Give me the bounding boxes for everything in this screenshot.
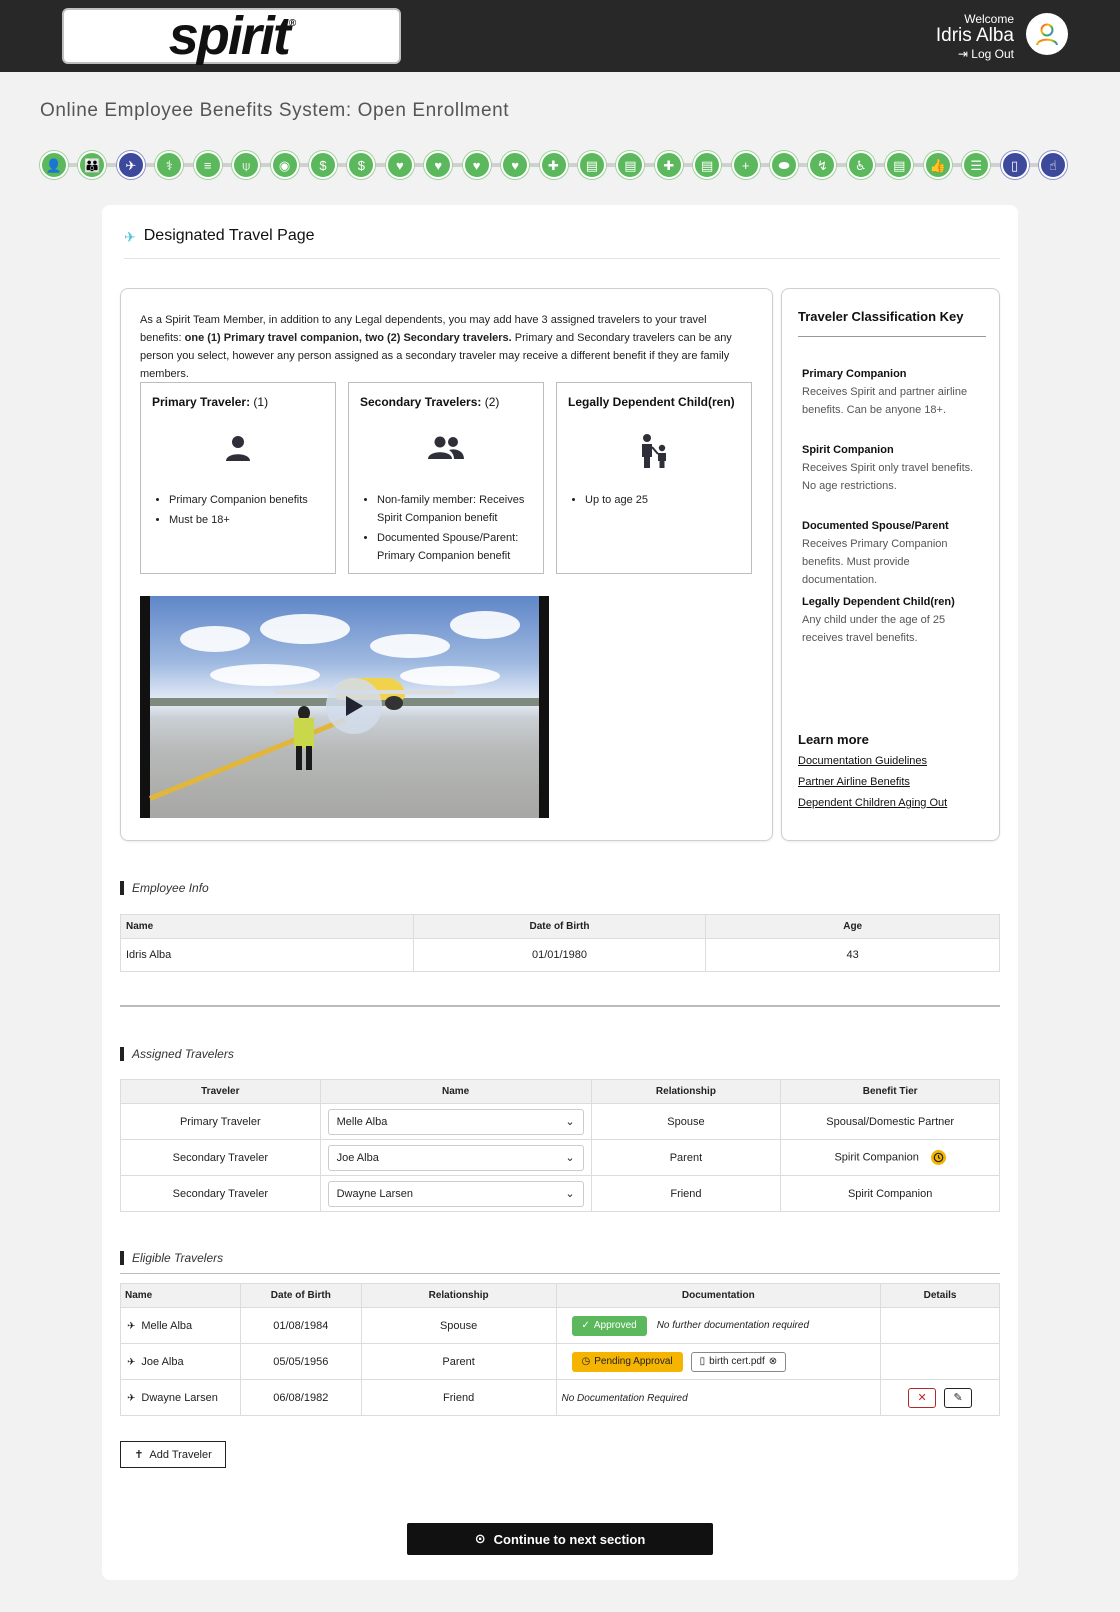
- section-header: [124, 227, 1000, 259]
- section-title: Designated Travel Page: [143, 227, 315, 244]
- step-heart-icon[interactable]: ♥: [463, 151, 491, 179]
- column-header: Age: [706, 915, 1000, 939]
- traveler-type: Secondary Traveler: [121, 1140, 321, 1176]
- add-traveler-button[interactable]: ✝ Add Traveler: [120, 1441, 226, 1468]
- section-divider: [120, 1005, 1000, 1007]
- card-bullets: [585, 491, 745, 511]
- step-heart-pulse-icon[interactable]: ♥: [386, 151, 414, 179]
- plane-icon: ✈: [127, 1356, 136, 1368]
- relationship: Spouse: [361, 1308, 556, 1344]
- relationship: Friend: [361, 1380, 556, 1416]
- step-clipboard-icon[interactable]: ▤: [693, 151, 721, 179]
- key-item: Spirit Companion Receives Spirit only travel benefits. No age restrictions.: [802, 444, 974, 492]
- relationship: Spouse: [591, 1104, 781, 1140]
- traveler-name-select[interactable]: Melle Alba ⌄: [328, 1109, 584, 1135]
- primary-traveler-card: [140, 382, 336, 574]
- table-row: [121, 1176, 1000, 1212]
- card-bullets: [169, 491, 329, 531]
- bullet: • Documented Spouse/Parent: Primary Companion benefit: [377, 529, 537, 565]
- plane-icon: ✈: [124, 229, 136, 245]
- logout-icon: ⇥: [957, 47, 968, 61]
- documentation-guidelines-link[interactable]: Documentation Guidelines: [798, 755, 928, 767]
- step-clipboard-icon[interactable]: ▤: [885, 151, 913, 179]
- column-header: Benefit Tier: [781, 1080, 1000, 1104]
- details-cell: [881, 1380, 1000, 1416]
- dependent-children-card: [556, 382, 752, 574]
- dependent-children-aging-out-link[interactable]: Dependent Children Aging Out: [798, 797, 948, 809]
- bullet: • Non-family member: Receives Spirit Companion benefit: [377, 491, 537, 527]
- bullet: • Up to age 25: [585, 491, 745, 509]
- traveler-dob: 05/05/1956: [240, 1344, 361, 1380]
- secondary-travelers-card: [348, 382, 544, 574]
- step-bandage-icon[interactable]: ✚: [655, 151, 683, 179]
- table-row: [121, 1380, 1000, 1416]
- column-header: Name: [320, 1080, 591, 1104]
- key-title: Traveler Classification Key: [798, 309, 986, 337]
- eligible-travelers-table: [120, 1283, 1000, 1416]
- relationship: Parent: [361, 1344, 556, 1380]
- step-family-icon[interactable]: 👪: [78, 151, 106, 179]
- step-bandage-icon[interactable]: ✚: [540, 151, 568, 179]
- details-cell: [881, 1308, 1000, 1344]
- bullet: • Must be 18+: [169, 511, 329, 529]
- step-plane-icon[interactable]: ✈: [117, 151, 145, 179]
- step-pill-icon[interactable]: ⬬: [770, 151, 798, 179]
- person-icon: [141, 433, 335, 468]
- chevron-down-icon: ⌄: [565, 1116, 575, 1128]
- chevron-down-icon: ⌄: [565, 1152, 575, 1164]
- step-wheelchair-icon[interactable]: ♿: [847, 151, 875, 179]
- traveler-name: ✈ Joe Alba: [121, 1344, 241, 1380]
- logout-link[interactable]: ⇥ Log Out: [957, 47, 1014, 61]
- step-heart-icon[interactable]: ♥: [501, 151, 529, 179]
- step-database-icon[interactable]: ≡: [194, 151, 222, 179]
- key-item: Documented Spouse/Parent Receives Primary Companion benefits. Must provide documentation.: [802, 520, 949, 586]
- traveler-type: Secondary Traveler: [121, 1176, 321, 1212]
- documentation-note: No further documentation required: [656, 1320, 810, 1331]
- video-player[interactable]: [140, 596, 549, 818]
- step-dollar-icon[interactable]: $: [309, 151, 337, 179]
- enrollment-steps: [40, 151, 1067, 179]
- step-document-icon[interactable]: ▯: [1001, 151, 1029, 179]
- bullet: • Primary Companion benefits: [169, 491, 329, 509]
- avatar[interactable]: [1026, 13, 1068, 55]
- partner-airline-benefits-link[interactable]: Partner Airline Benefits: [798, 776, 910, 788]
- step-eye-icon[interactable]: ◉: [271, 151, 299, 179]
- remove-file-icon[interactable]: ⊗: [768, 1356, 778, 1367]
- employee-info-heading: Employee Info: [120, 881, 209, 895]
- page-title: Online Employee Benefits System: Open Enrollment: [40, 100, 510, 121]
- step-clipboard-icon[interactable]: ▤: [616, 151, 644, 179]
- assigned-travelers-table: [120, 1079, 1000, 1212]
- continue-button[interactable]: ⊙ Continue to next section: [407, 1523, 713, 1555]
- card-title: Secondary Travelers: (2): [360, 395, 500, 409]
- pencil-icon: ✎: [953, 1392, 963, 1404]
- employee-name: Idris Alba: [121, 939, 414, 972]
- table-row: [121, 1104, 1000, 1140]
- column-header: Relationship: [591, 1080, 781, 1104]
- documentation: [556, 1380, 881, 1416]
- main-card: [102, 205, 1018, 1580]
- relationship: Friend: [591, 1176, 781, 1212]
- key-item: Primary Companion Receives Spirit and partner airline benefits. Can be anyone 18+.: [802, 368, 968, 416]
- card-title: Primary Traveler: (1): [152, 395, 269, 409]
- add-person-icon: ✝: [134, 1449, 144, 1461]
- user-name: Idris Alba: [935, 25, 1014, 46]
- chevron-down-icon: ⌄: [565, 1188, 575, 1200]
- spirit-logo[interactable]: [62, 8, 401, 64]
- eligible-travelers-heading: Eligible Travelers: [120, 1251, 223, 1265]
- relationship: Parent: [591, 1140, 781, 1176]
- welcome-label: Welcome: [964, 12, 1014, 26]
- key-item: Legally Dependent Child(ren) Any child under the age of 25 receives travel benefits.: [802, 596, 955, 644]
- employee-age: 43: [706, 939, 1000, 972]
- step-thumbs-up-icon[interactable]: 👍: [924, 151, 952, 179]
- learn-more-heading: Learn more: [798, 732, 869, 747]
- traveler-name-select[interactable]: Joe Alba ⌄: [328, 1145, 584, 1171]
- employee-info-table: [120, 914, 1000, 972]
- column-header: Documentation: [556, 1284, 881, 1308]
- play-icon: [343, 694, 365, 718]
- plane-icon: ✈: [127, 1392, 136, 1404]
- people-icon: [349, 433, 543, 468]
- column-header: Details: [881, 1284, 1000, 1308]
- table-row: [121, 1140, 1000, 1176]
- travel-info-box: [120, 288, 773, 841]
- benefit-tier: Spirit Companion: [781, 1140, 1000, 1176]
- traveler-name: ✈ Dwayne Larsen: [121, 1380, 241, 1416]
- employee-dob: 01/01/1980: [413, 939, 706, 972]
- column-header: Name: [121, 915, 414, 939]
- step-clipboard-icon[interactable]: ▤: [578, 151, 606, 179]
- documentation: [556, 1344, 881, 1380]
- traveler-name: ✈ Melle Alba: [121, 1308, 241, 1344]
- details-cell: [881, 1344, 1000, 1380]
- clock-icon: ◷: [581, 1356, 591, 1367]
- close-icon: ✕: [917, 1392, 927, 1404]
- step-user-plus-icon[interactable]: +: [732, 151, 760, 179]
- approved-badge: ✓ Approved: [572, 1316, 647, 1336]
- video-thumbnail: [150, 596, 539, 818]
- play-button[interactable]: [326, 678, 382, 734]
- pending-clock-icon: [931, 1150, 946, 1165]
- column-header: Relationship: [361, 1284, 556, 1308]
- column-header: Date of Birth: [413, 915, 706, 939]
- intro-text: As a Spirit Team Member, in addition to any Legal dependents, you may add have 3 assigned travelers to your travel benefits: one (1) Primary travel companion, two (2) Secondary travelers. Primary and Secondary travelers can be any person you select, however any person assigned as a secondary traveler may receive a different benefit if they are family members.: [140, 314, 732, 380]
- assigned-travelers-heading: Assigned Travelers: [120, 1047, 234, 1061]
- step-heart-pulse-icon[interactable]: ♥: [424, 151, 452, 179]
- file-chip[interactable]: ▯ birth cert.pdf ⊗: [691, 1352, 787, 1372]
- step-medical-icon[interactable]: ⚕: [155, 151, 183, 179]
- column-header: Traveler: [121, 1080, 321, 1104]
- step-person-fall-icon[interactable]: ↯: [808, 151, 836, 179]
- traveler-dob: 06/08/1982: [240, 1380, 361, 1416]
- traveler-type: Primary Traveler: [121, 1104, 321, 1140]
- delete-button[interactable]: [908, 1388, 936, 1408]
- classification-key-box: [781, 288, 1000, 841]
- benefit-tier: Spousal/Domestic Partner: [781, 1104, 1000, 1140]
- step-tooth-icon[interactable]: ⍦: [232, 151, 260, 179]
- step-piggy-icon[interactable]: $: [347, 151, 375, 179]
- table-row: [121, 1344, 1000, 1380]
- table-row: [121, 1308, 1000, 1344]
- step-hand-pointer-icon[interactable]: ☝: [1039, 151, 1067, 179]
- step-list-icon[interactable]: ☰: [962, 151, 990, 179]
- column-header: Name: [121, 1284, 241, 1308]
- user-avatar-icon: [1032, 19, 1062, 49]
- edit-button[interactable]: [944, 1388, 972, 1408]
- logo-text: spirit®: [168, 6, 295, 66]
- traveler-name-select[interactable]: Dwayne Larsen ⌄: [328, 1181, 584, 1207]
- file-icon: ▯: [699, 1356, 706, 1367]
- documentation: [556, 1308, 881, 1344]
- check-icon: ✓: [581, 1320, 590, 1331]
- card-bullets: [377, 491, 537, 567]
- plane-icon: ✈: [127, 1320, 136, 1332]
- card-title: Legally Dependent Child(ren): [568, 395, 735, 409]
- parent-child-icon: [557, 433, 751, 474]
- traveler-dob: 01/08/1984: [240, 1308, 361, 1344]
- heading-rule: [120, 1273, 1000, 1274]
- column-header: Date of Birth: [240, 1284, 361, 1308]
- benefit-tier: Spirit Companion: [781, 1176, 1000, 1212]
- top-bar: [0, 0, 1120, 72]
- user-block: [936, 12, 1014, 61]
- step-user-icon[interactable]: 👤: [40, 151, 68, 179]
- table-row: [121, 939, 1000, 972]
- pending-approval-badge: ◷ Pending Approval: [572, 1352, 683, 1372]
- documentation-note: No Documentation Required: [561, 1392, 688, 1404]
- arrow-circle-icon: ⊙: [474, 1531, 486, 1546]
